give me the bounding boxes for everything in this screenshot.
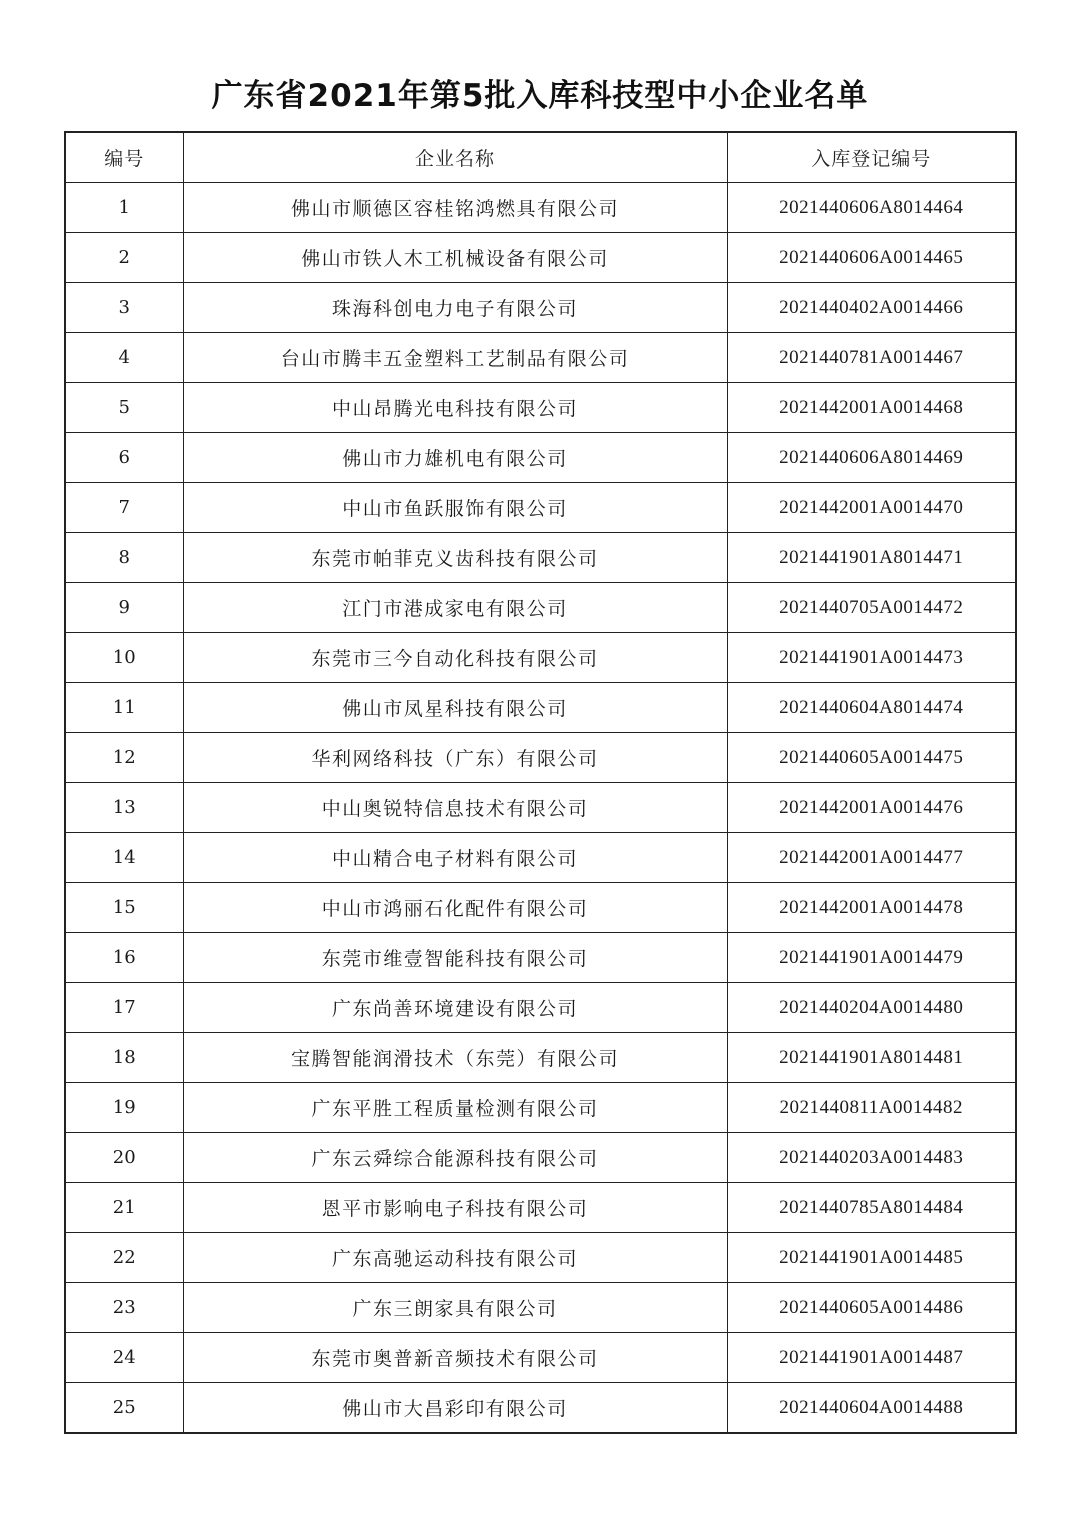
table-row	[65, 783, 1016, 833]
company-name: 广东云舜综合能源科技有限公司	[183, 1133, 727, 1183]
company-name: 东莞市维壹智能科技有限公司	[183, 933, 727, 983]
table-row	[65, 933, 1016, 983]
registration-number: 2021441901A0014485	[727, 1233, 1016, 1283]
row-number: 5	[65, 383, 183, 433]
company-name: 佛山市力雄机电有限公司	[183, 433, 727, 483]
row-number: 24	[65, 1333, 183, 1383]
table-row	[65, 1283, 1016, 1333]
row-number: 11	[65, 683, 183, 733]
table-row	[65, 1333, 1016, 1383]
table-row	[65, 1133, 1016, 1183]
company-name: 中山市鸿丽石化配件有限公司	[183, 883, 727, 933]
registration-number: 2021440203A0014483	[727, 1133, 1016, 1183]
table-row	[65, 1383, 1016, 1434]
table-row	[65, 283, 1016, 333]
table-row	[65, 233, 1016, 283]
row-number: 13	[65, 783, 183, 833]
registration-number: 2021440785A8014484	[727, 1183, 1016, 1233]
company-name: 佛山市顺德区容桂铭鸿燃具有限公司	[183, 183, 727, 233]
row-number: 2	[65, 233, 183, 283]
table-row	[65, 633, 1016, 683]
registration-number: 2021441901A0014487	[727, 1333, 1016, 1383]
company-name: 宝腾智能润滑技术（东莞）有限公司	[183, 1033, 727, 1083]
table-row	[65, 433, 1016, 483]
table-row	[65, 833, 1016, 883]
registration-number: 2021442001A0014468	[727, 383, 1016, 433]
company-name: 江门市港成家电有限公司	[183, 583, 727, 633]
registration-number: 2021440606A0014465	[727, 233, 1016, 283]
table-row	[65, 483, 1016, 533]
company-name: 东莞市奥普新音频技术有限公司	[183, 1333, 727, 1383]
table-row	[65, 983, 1016, 1033]
header-company-name: 企业名称	[183, 132, 727, 183]
registration-number: 2021441901A0014473	[727, 633, 1016, 683]
row-number: 7	[65, 483, 183, 533]
table-row	[65, 683, 1016, 733]
table-row	[65, 583, 1016, 633]
registration-number: 2021440705A0014472	[727, 583, 1016, 633]
enterprise-table	[64, 131, 1017, 1434]
registration-number: 2021440606A8014469	[727, 433, 1016, 483]
company-name: 中山昂腾光电科技有限公司	[183, 383, 727, 433]
row-number: 19	[65, 1083, 183, 1133]
company-name: 佛山市铁人木工机械设备有限公司	[183, 233, 727, 283]
registration-number: 2021440605A0014475	[727, 733, 1016, 783]
company-name: 恩平市影响电子科技有限公司	[183, 1183, 727, 1233]
company-name: 广东高驰运动科技有限公司	[183, 1233, 727, 1283]
row-number: 25	[65, 1383, 183, 1434]
company-name: 东莞市三今自动化科技有限公司	[183, 633, 727, 683]
row-number: 10	[65, 633, 183, 683]
row-number: 14	[65, 833, 183, 883]
registration-number: 2021441901A0014479	[727, 933, 1016, 983]
registration-number: 2021440811A0014482	[727, 1083, 1016, 1133]
row-number: 23	[65, 1283, 183, 1333]
row-number: 22	[65, 1233, 183, 1283]
registration-number: 2021440604A0014488	[727, 1383, 1016, 1434]
table-header-row	[65, 132, 1016, 183]
row-number: 16	[65, 933, 183, 983]
row-number: 18	[65, 1033, 183, 1083]
table-row	[65, 883, 1016, 933]
header-number: 编号	[65, 132, 183, 183]
table-row	[65, 333, 1016, 383]
company-name: 佛山市凤星科技有限公司	[183, 683, 727, 733]
company-name: 广东尚善环境建设有限公司	[183, 983, 727, 1033]
registration-number: 2021440781A0014467	[727, 333, 1016, 383]
row-number: 17	[65, 983, 183, 1033]
row-number: 8	[65, 533, 183, 583]
registration-number: 2021441901A8014471	[727, 533, 1016, 583]
table-row	[65, 1033, 1016, 1083]
table-row	[65, 183, 1016, 233]
company-name: 台山市腾丰五金塑料工艺制品有限公司	[183, 333, 727, 383]
page-title: 广东省2021年第5批入库科技型中小企业名单	[211, 78, 869, 114]
row-number: 1	[65, 183, 183, 233]
row-number: 15	[65, 883, 183, 933]
table-row	[65, 1233, 1016, 1283]
company-name: 华利网络科技（广东）有限公司	[183, 733, 727, 783]
company-name: 广东三朗家具有限公司	[183, 1283, 727, 1333]
registration-number: 2021440402A0014466	[727, 283, 1016, 333]
registration-number: 2021442001A0014470	[727, 483, 1016, 533]
registration-number: 2021440606A8014464	[727, 183, 1016, 233]
company-name: 佛山市大昌彩印有限公司	[183, 1383, 727, 1434]
row-number: 20	[65, 1133, 183, 1183]
row-number: 6	[65, 433, 183, 483]
registration-number: 2021440605A0014486	[727, 1283, 1016, 1333]
company-name: 广东平胜工程质量检测有限公司	[183, 1083, 727, 1133]
registration-number: 2021442001A0014476	[727, 783, 1016, 833]
row-number: 9	[65, 583, 183, 633]
registration-number: 2021442001A0014478	[727, 883, 1016, 933]
table-row	[65, 733, 1016, 783]
registration-number: 2021442001A0014477	[727, 833, 1016, 883]
company-name: 中山市鱼跃服饰有限公司	[183, 483, 727, 533]
table-row	[65, 533, 1016, 583]
company-name: 中山奥锐特信息技术有限公司	[183, 783, 727, 833]
registration-number: 2021441901A8014481	[727, 1033, 1016, 1083]
table-row	[65, 383, 1016, 433]
row-number: 3	[65, 283, 183, 333]
row-number: 12	[65, 733, 183, 783]
header-registration-number: 入库登记编号	[727, 132, 1016, 183]
row-number: 4	[65, 333, 183, 383]
registration-number: 2021440204A0014480	[727, 983, 1016, 1033]
registration-number: 2021440604A8014474	[727, 683, 1016, 733]
table-body	[65, 183, 1016, 1434]
company-name: 珠海科创电力电子有限公司	[183, 283, 727, 333]
row-number: 21	[65, 1183, 183, 1233]
table-row	[65, 1183, 1016, 1233]
company-name: 东莞市帕菲克义齿科技有限公司	[183, 533, 727, 583]
table-row	[65, 1083, 1016, 1133]
company-name: 中山精合电子材料有限公司	[183, 833, 727, 883]
